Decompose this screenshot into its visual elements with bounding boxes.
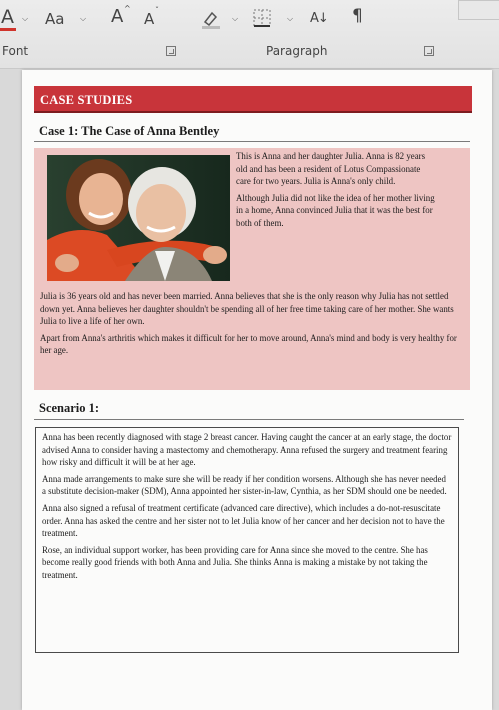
case-title: Case 1: The Case of Anna Bentley: [39, 124, 220, 138]
font-color-icon: A: [1, 6, 14, 28]
scenario-title-rule: [34, 419, 464, 420]
sort-icon: A↓: [310, 11, 328, 26]
sort-button[interactable]: [310, 7, 328, 26]
document-page[interactable]: [22, 70, 492, 710]
change-case-label: Aa: [45, 10, 65, 28]
shrink-caret-icon: ˇ: [155, 6, 159, 15]
body-text: [40, 290, 464, 361]
grow-font-button[interactable]: [111, 4, 131, 27]
chevron-down-icon[interactable]: ⌵: [22, 14, 29, 23]
styles-gallery-edge[interactable]: [458, 0, 499, 20]
borders-icon: [252, 8, 272, 28]
intro-paragraph: This is Anna and her daughter Julia. Anna is 82 years old and has been a resident of Lotus Compassionate care for two years. Julia is Anna's only child.: [236, 151, 426, 187]
highlighter-icon: [200, 8, 222, 30]
intro-text: [236, 150, 436, 234]
body-paragraph: Julia is 36 years old and has never been married. Anna believes that she is the only reason why Julia has not settled down yet. Anna believes her daughter shouldn't be spending all of her free time taking care of her mother. She wants Julia to live a life of her own.: [40, 291, 454, 327]
dialog-launcher-icon[interactable]: [424, 46, 434, 56]
chevron-down-icon[interactable]: ⌵: [287, 14, 294, 23]
shrink-font-button[interactable]: [144, 6, 159, 28]
grow-font-icon: A: [111, 6, 124, 27]
font-color-swatch: [0, 28, 16, 31]
scenario-paragraph: Rose, an individual support worker, has been providing care for Anna since she moved to the centre. She has become really good friends with both Anna and Julia. She thinks Anna is making a mistake by not taking the treatment.: [42, 544, 428, 580]
show-formatting-button[interactable]: [352, 6, 363, 26]
font-group-label: Font: [2, 44, 29, 58]
case-title-rule: [34, 141, 470, 142]
pilcrow-icon: ¶: [352, 6, 363, 26]
chevron-down-icon[interactable]: ⌵: [80, 14, 87, 23]
case-summary-panel: [34, 148, 470, 390]
change-case-button[interactable]: [45, 9, 64, 28]
intro-paragraph: Although Julia did not like the idea of her mother living in a home, Anna convinced Julia that it was the best for both of them.: [236, 192, 435, 228]
scenario-paragraph: Anna also signed a refusal of treatment certificate (advanced care directive), which includes a do-not-resuscitate order. Anna has asked the centre and her sister not to let Julia know of her cancer and her decision not to have the treatment.: [42, 502, 445, 539]
grow-caret-icon: ^: [124, 4, 131, 13]
banner-title: CASE STUDIES: [40, 93, 133, 107]
dialog-launcher-icon[interactable]: [166, 46, 176, 56]
paragraph-group-label: Paragraph: [266, 44, 328, 58]
ribbon-home: [0, 0, 499, 69]
anna-and-julia-photo: [47, 155, 230, 281]
scenario-paragraph: Anna has been recently diagnosed with stage 2 breast cancer. Having caught the cancer at an early stage, the doctor advised Anna to consider having a mastectomy and chemotherapy. Anna refused the surgery and treatment fearing how risky and difficult it will be at her age.: [42, 432, 452, 468]
scenario-title: Scenario 1:: [39, 401, 100, 415]
highlighter-button[interactable]: [200, 8, 222, 30]
scenario-box: [35, 427, 459, 653]
font-color-button[interactable]: [0, 6, 18, 30]
scenario-paragraph: Anna made arrangements to make sure she will be ready if her condition worsens. Although she has never needed a substitute decision-maker (SDM), Anna appointed her sister-in-law, Cynthia, as her SDM should one be needed.: [42, 473, 447, 497]
shrink-font-icon: A: [144, 10, 155, 28]
case-studies-banner: [34, 86, 472, 113]
borders-button[interactable]: [252, 8, 272, 28]
body-paragraph: Apart from Anna's arthritis which makes it difficult for her to move around, Anna's mind and body is very healthy for her age.: [40, 332, 457, 356]
chevron-down-icon[interactable]: ⌵: [232, 14, 239, 23]
photo-illustration: [47, 155, 230, 281]
